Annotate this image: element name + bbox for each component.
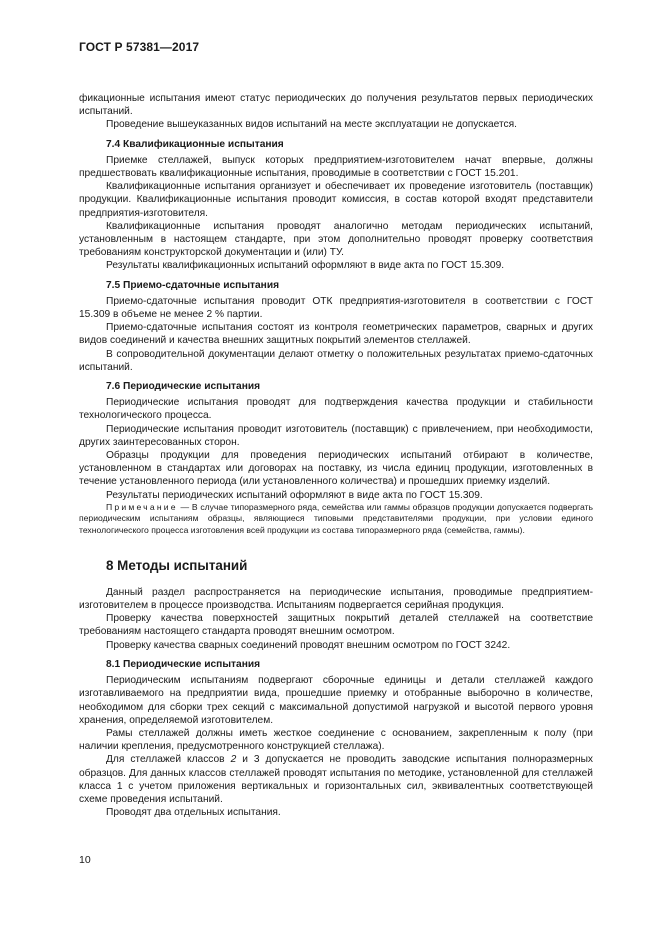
paragraph: Проверку качества сварных соединений проводят внешним осмотром по ГОСТ 3242. bbox=[106, 639, 511, 651]
section-8-1-heading: 8.1 Периодические испытания bbox=[106, 658, 261, 670]
section-7-4-heading: 7.4 Квалификационные испытания bbox=[106, 138, 284, 150]
section-8-heading: 8 Методы испытаний bbox=[106, 557, 248, 573]
paragraph: Квалификационные испытания организует и обеспечивает их проведение изготовитель (поставщик) продукции. Квалификационные испытания проводит комиссия, в состав которой входят представители предприятия-изготовителя. bbox=[79, 181, 593, 219]
text-run: Для стеллажей классов bbox=[106, 754, 231, 766]
paragraph: Приемо-сдаточные испытания проводит ОТК предприятия-изготовителя в соответствии с ГОСТ 15.309 в объеме не менее 2 % партии. bbox=[79, 295, 593, 321]
paragraph: Периодическим испытаниям подвергают сборочные единицы и детали стеллажей каждого изготавливаемого на предприятии вида, прошедшие приемку и отобранные выборочно в количестве, необходимом для сборки трех секций с максимальной допустимой нагрузкой и высотой первого уровня хранения, определяемой изготовителем. bbox=[79, 675, 593, 726]
note bbox=[79, 502, 593, 537]
paragraph: фикационные испытания имеют статус периодических до получения результатов первых периодических испытаний. bbox=[79, 93, 593, 118]
paragraph: Проводят два отдельных испытания. bbox=[106, 807, 281, 819]
paragraph: Данный раздел распространяется на периодические испытания, проводимые предприятием-изготовителем в процессе производства. Испытаниям подвергается серийная продукция. bbox=[79, 586, 593, 612]
note-label: Примечание bbox=[106, 501, 178, 512]
paragraph: Приемке стеллажей, выпуск которых предприятием-изготовителем начат впервые, должны предшествовать квалификационные испытания, проводимые в соответствии с ГОСТ 15.201. bbox=[79, 154, 593, 180]
paragraph: В сопроводительной документации делают отметку о положительных результатах приемо-сдаточных испытаний. bbox=[79, 348, 593, 373]
paragraph: Приемо-сдаточные испытания состоят из контроля геометрических параметров, сварных и других видов соединений и качества внешних защитных покрытий элементов стеллажей. bbox=[79, 322, 593, 347]
note-text: — В случае типоразмерного ряда, семейства или гаммы образцов продукции допускается подвергать периодическим испытаниям образцы, являющиеся типовыми представителями продукции, при условии единого технологического процесса изготовления всей продукции из состава типоразмерного ряда (семейства, гаммы). bbox=[79, 501, 593, 536]
section-7-5-heading: 7.5 Приемо-сдаточные испытания bbox=[106, 279, 280, 291]
paragraph: Проверку качества поверхностей защитных покрытий деталей стеллажей на соответствие требованиям настоящего стандарта проводят внешним осмотром. bbox=[79, 613, 593, 638]
paragraph: Периодические испытания проводят для подтверждения качества продукции и стабильности технологического процесса. bbox=[79, 397, 593, 422]
text-run: и 3 допускается не проводить заводские испытания полноразмерных образцов. Для данных классов стеллажей проводят испытания по методике, установленной для стеллажей класса 1 с учетом приложения вертикальных и горизонтальных сил, эквивалентных соответствующей схеме проведения испытаний. bbox=[79, 754, 593, 805]
paragraph: Результаты периодических испытаний оформляют в виде акта по ГОСТ 15.309. bbox=[106, 489, 483, 501]
document-code: ГОСТ Р 57381—2017 bbox=[79, 40, 200, 54]
class-number: 2 bbox=[230, 754, 237, 766]
paragraph: Периодические испытания проводит изготовитель (поставщик) с привлечением, при необходимости, других заинтересованных сторон. bbox=[79, 423, 593, 448]
paragraph: Результаты квалификационных испытаний оформляют в виде акта по ГОСТ 15.309. bbox=[106, 260, 505, 272]
paragraph bbox=[79, 753, 593, 806]
page-number: 10 bbox=[79, 854, 91, 866]
page-content bbox=[79, 92, 593, 819]
paragraph: Проведение вышеуказанных видов испытаний на месте эксплуатации не допускается. bbox=[106, 119, 518, 131]
paragraph: Образцы продукции для проведения периодических испытаний отбирают в количестве, установленном в стандартах или договорах на поставку, из числа единиц продукции, изготовленных в течение установленного периода (или установленного количества) и прошедших приемку изделий. bbox=[79, 450, 593, 488]
paragraph: Квалификационные испытания проводят аналогично методам периодических испытаний, установленным в настоящем стандарте, при этом дополнительно проводят проверку соответствия требованиям конструкторской документации и (или) ТУ. bbox=[79, 220, 593, 259]
section-7-6-heading: 7.6 Периодические испытания bbox=[106, 381, 261, 393]
paragraph: Рамы стеллажей должны иметь жесткое соединение с основанием, закрепленным к полу (при наличии крепления, предусмотренного конструкцией стеллажа). bbox=[79, 727, 593, 753]
